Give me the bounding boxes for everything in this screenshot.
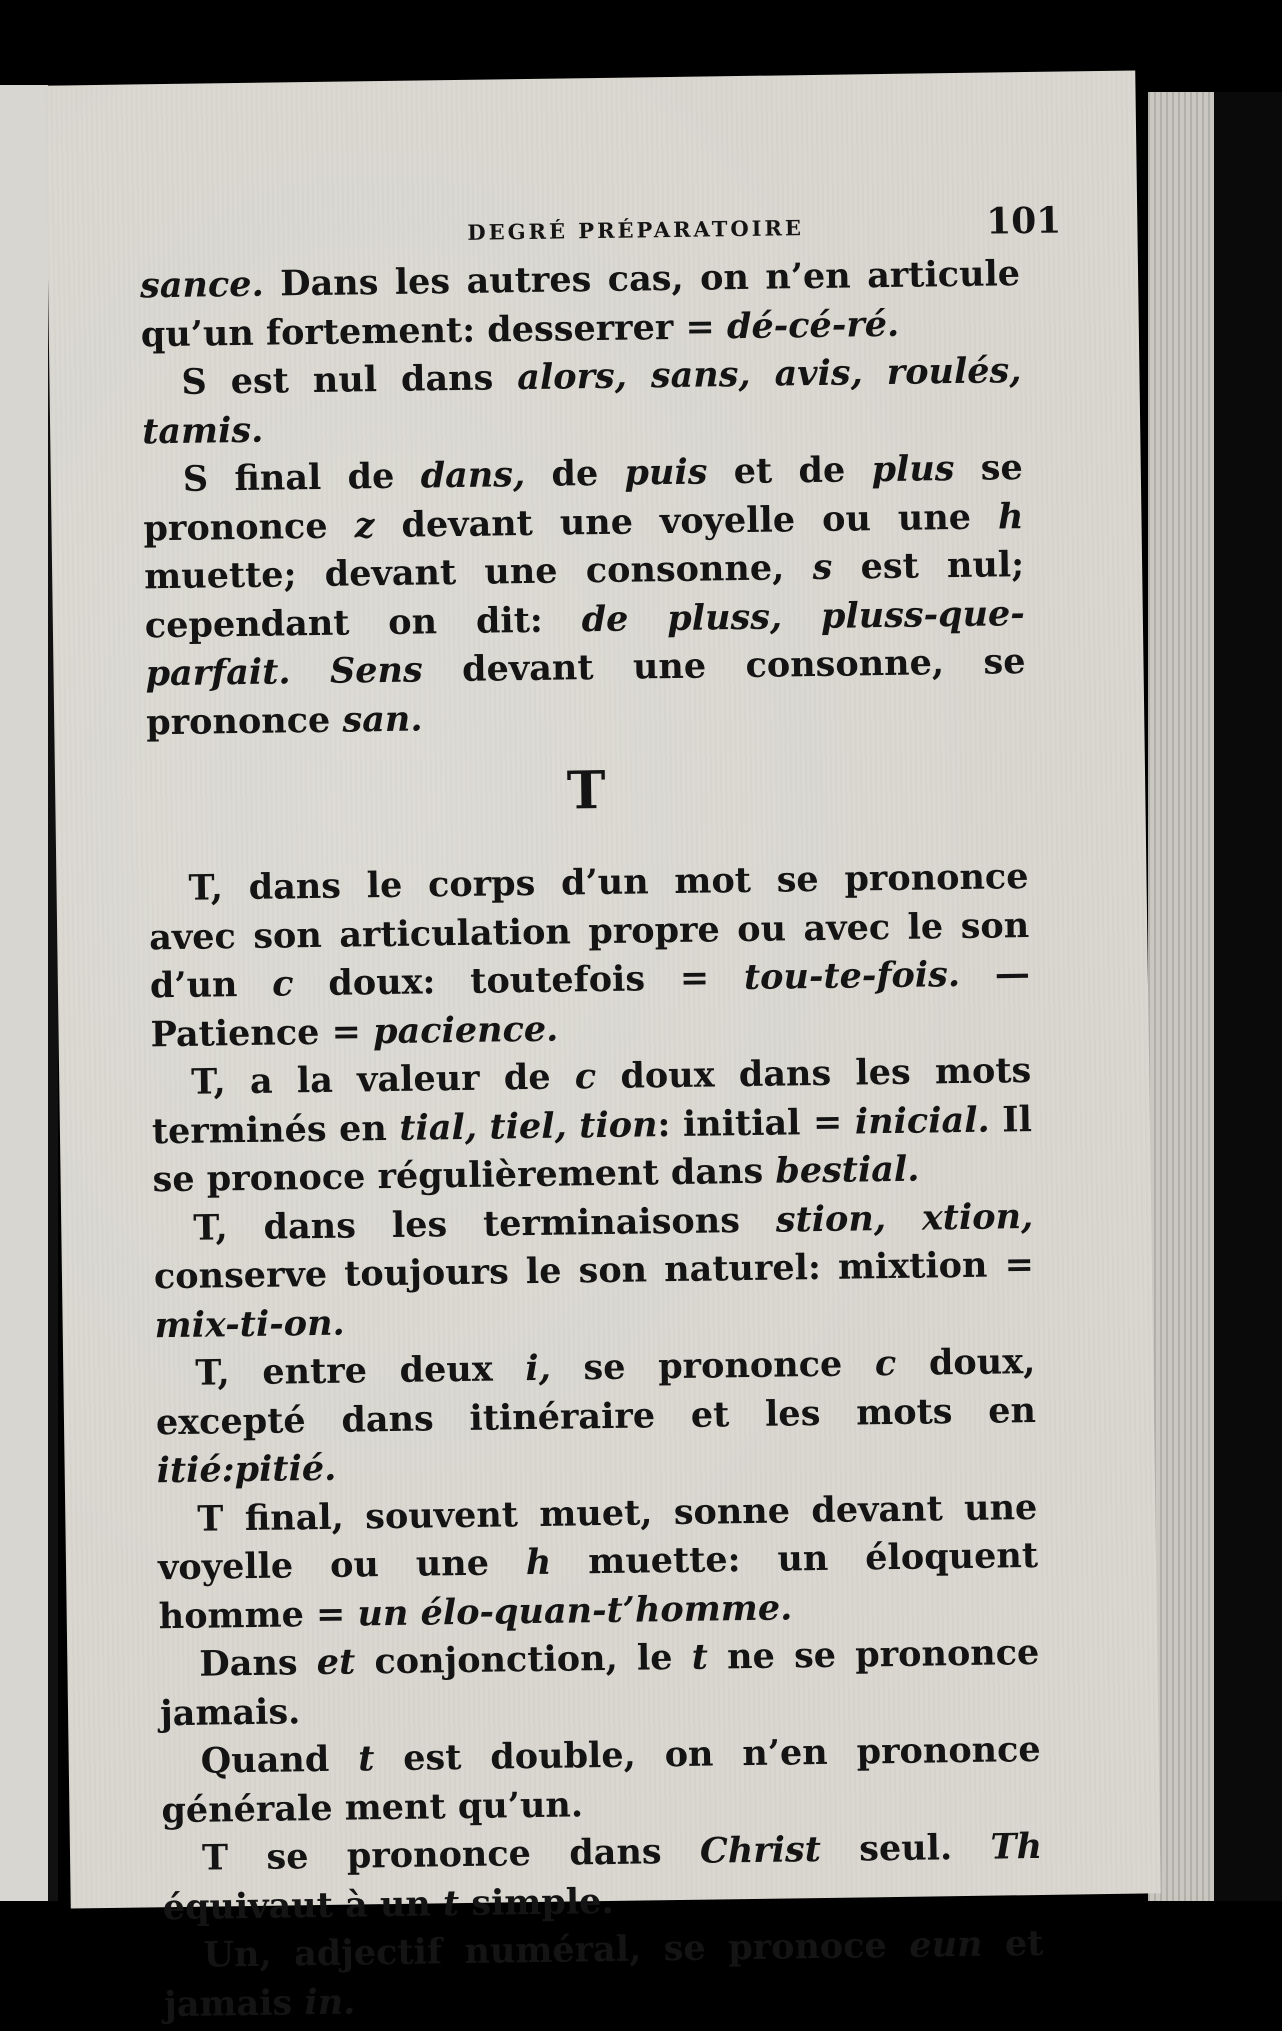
text-run: conjonction, le	[354, 1636, 693, 1683]
running-head: DEGRÉ PRÉPARATOIRE	[467, 215, 805, 245]
italic-run: pacience.	[372, 1008, 559, 1052]
text-run: simple.	[458, 1880, 614, 1924]
italic-run: stion, xtion,	[775, 1195, 1034, 1241]
text-run: et jamais	[163, 1922, 1044, 2025]
text-run: devant une consonne, se prononce	[145, 641, 1026, 743]
paragraph	[155, 1338, 1037, 1496]
text-run: T, dans le corps d’un mot se prononce avec son articulation propre ou avec le son d’un	[148, 856, 1030, 1007]
italic-run: c	[271, 963, 294, 1005]
paragraph	[143, 444, 1027, 747]
italic-run: h	[525, 1541, 552, 1584]
text-run: et de	[707, 449, 872, 493]
text-run: se prononce	[143, 447, 1024, 549]
book-page	[45, 70, 1160, 2025]
italic-run: dé-cé-ré.	[726, 303, 900, 347]
text-run: se prononce	[550, 1343, 876, 1389]
italic-run: alors, sans, avis, roulés, tamis.	[141, 350, 1022, 452]
paragraph	[163, 1920, 1044, 2029]
text-run: Un, adjectif numéral, se pronoce	[203, 1924, 910, 1976]
text-run: doux, excepté dans itinéraire et les mots en	[155, 1341, 1037, 1443]
text-run: muette; devant une consonne,	[143, 547, 813, 598]
text-run: est nul; cependant on dit:	[144, 544, 1025, 646]
italic-run: dans,	[420, 454, 526, 497]
paragraph	[159, 1629, 1040, 1738]
italic-run: bestial.	[775, 1148, 920, 1192]
paragraph	[160, 1726, 1041, 1835]
left-page-edge	[0, 85, 50, 1901]
text-run: T, entre deux	[195, 1348, 526, 1394]
page-stack-edge	[1148, 92, 1214, 1901]
paragraph	[153, 1193, 1035, 1351]
text-run: de	[524, 452, 625, 496]
italic-run: sance.	[139, 263, 264, 307]
italic-run: inicial.	[854, 1099, 990, 1142]
italic-run: itié:pitié.	[156, 1447, 337, 1492]
background-shadow	[1214, 92, 1282, 1901]
text-run: Dans	[199, 1642, 318, 1685]
italic-run: tou-te-fois.	[743, 954, 961, 999]
paragraph	[151, 1047, 1033, 1205]
text-run: muette: un éloquent homme =	[158, 1534, 1039, 1637]
italic-run: i,	[525, 1347, 552, 1390]
page-number: 101	[985, 199, 1062, 243]
italic-run: Th	[990, 1825, 1043, 1868]
text-run: T, a la valeur de	[190, 1056, 576, 1103]
italic-run: et	[316, 1641, 356, 1684]
italic-run: un élo-quan-t’homme.	[357, 1586, 793, 1634]
italic-run: in.	[304, 1981, 356, 2023]
italic-run: mix-ti-on.	[154, 1302, 345, 1346]
italic-run: de pluss, pluss-que-parfait. Sens	[145, 592, 1026, 695]
italic-run: c	[874, 1342, 897, 1385]
paragraphs-top	[140, 250, 1027, 747]
italic-run: z	[354, 504, 375, 546]
italic-run: puis	[624, 451, 708, 494]
text-run: seul.	[820, 1826, 991, 1871]
italic-run: c	[574, 1056, 597, 1098]
section-heading: T	[566, 759, 608, 822]
text-run: conserve toujours le son naturel: mixtion =	[153, 1244, 1035, 1298]
paragraph	[157, 1483, 1039, 1641]
text-run: T final, souvent muet, sonne devant une voyelle ou une	[157, 1486, 1038, 1589]
text-run: — Patience =	[150, 953, 1031, 1055]
page-body	[140, 250, 1045, 2029]
text-run: T, dans les terminaisons	[193, 1199, 777, 1249]
italic-run: san.	[342, 697, 423, 741]
italic-run: t	[357, 1738, 375, 1780]
text-run: T se prononce dans	[201, 1830, 701, 1879]
italic-run: s	[812, 546, 833, 589]
italic-run: eun	[908, 1923, 983, 1966]
italic-run: h	[997, 495, 1024, 537]
italic-run: Christ	[699, 1829, 822, 1872]
paragraph	[148, 853, 1031, 1059]
text-run: doux: toutefois =	[293, 957, 745, 1005]
text-run: est double, on n’en prononce générale ment qu’un.	[161, 1728, 1041, 1831]
italic-run: t	[691, 1636, 709, 1678]
text-run: ne se prononce jamais.	[159, 1631, 1040, 1734]
paragraphs-bottom	[148, 853, 1044, 2029]
text-run: Il se pronoce régulièrement dans	[152, 1098, 1033, 1201]
text-run: devant une voyelle ou une	[374, 495, 999, 546]
text-run: Quand	[200, 1738, 359, 1782]
text-run: équivaut à un	[162, 1882, 444, 1928]
text-run: doux dans les mots terminés en	[151, 1050, 1032, 1152]
paragraph	[140, 250, 1021, 359]
paragraph	[141, 347, 1022, 456]
text-run: Dans les autres cas, on n’en articule qu’un fortement: desserrer =	[140, 253, 1021, 355]
paragraph	[162, 1823, 1043, 1932]
text-run: : initial =	[657, 1100, 856, 1145]
italic-run: tial, tiel, tion	[399, 1103, 658, 1149]
italic-run: plus	[871, 448, 955, 491]
italic-run: t	[442, 1882, 460, 1924]
text-run: S est nul dans	[181, 357, 518, 403]
text-run: S final de	[182, 455, 421, 500]
